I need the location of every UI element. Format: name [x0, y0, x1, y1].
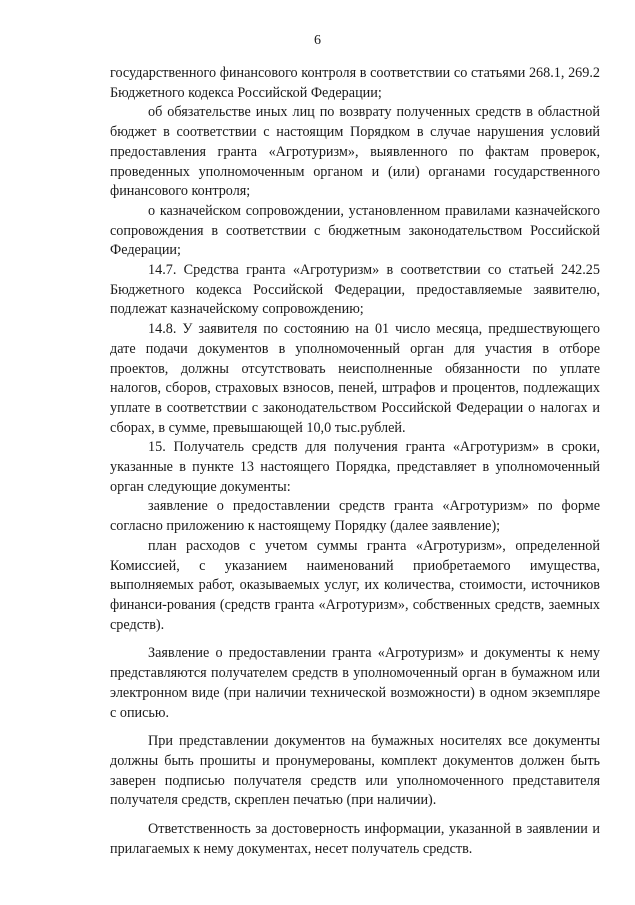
paragraph: При представлении документов на бумажных носителях все документы должны быть прошиты и пронумерованы, комплект документов должен быть заверен подписью получателя средств или уполномоченного представителя получателя средств, скреплен печатью (при наличии).	[110, 733, 600, 809]
page-number: 6	[314, 33, 321, 48]
paragraph: об обязательстве иных лиц по возврату полученных средств в областной бюджет в соответствии с настоящим Порядком в случае нарушения условий предоставления гранта «Агротуризм», выявленного по фактам проверок, проведенных уполномоченным органом и (или) органами государственного финансового контроля;	[110, 104, 600, 200]
paragraph: 14.8. У заявителя по состоянию на 01 число месяца, предшествующего дате подачи документов в уполномоченный орган для участия в отборе проектов, должны отсутствовать неисполненные обязанности по уплате налогов, сборов, страховых взносов, пеней, штрафов и процентов, подлежащих уплате в соответствии с законодательством Российской Федерации о налогах и сборах, в сумме, превышающей 10,0 тыс.рублей.	[110, 321, 600, 436]
paragraph: план расходов с учетом суммы гранта «Агротуризм», определенной Комиссией, с указанием наименований приобретаемого имущества, выполняемых работ, оказываемых услуг, их количества, стоимости, источников финанси-рования (средств гранта «Агротуризм», собственных средств, заемных средств).	[110, 537, 600, 633]
paragraph: о казначейском сопровождении, установленном правилами казначейского сопровождения в соответствии с бюджетным законодательством Российской Федерации;	[110, 202, 600, 259]
paragraph: заявление о предоставлении средств гранта «Агротуризм» по форме согласно приложению к настоящему Порядку (далее заявление);	[110, 498, 600, 535]
paragraph: 14.7. Средства гранта «Агротуризм» в соответствии со статьей 242.25 Бюджетного кодекса Российской Федерации, предоставляемые заявителю, подлежат казначейскому сопровождению;	[110, 262, 600, 318]
paragraph: Ответственность за достоверность информации, указанной в заявлении и прилагаемых к нему документах, несет получатель средств.	[110, 821, 600, 857]
paragraph: государственного финансового контроля в соответствии со статьями 268.1, 269.2 Бюджетного кодекса Российской Федерации;	[110, 65, 600, 101]
paragraph: Заявление о предоставлении гранта «Агротуризм» и документы к нему представляются получателем средств в уполномоченный орган в бумажном или электронном виде (при наличии технической возможности) в одном экземпляре с описью.	[110, 645, 600, 721]
document-body	[110, 64, 600, 859]
paragraph: 15. Получатель средств для получения гранта «Агротуризм» в сроки, указанные в пункте 13 настоящего Порядка, представляет в уполномоченный орган следующие документы:	[110, 439, 600, 495]
